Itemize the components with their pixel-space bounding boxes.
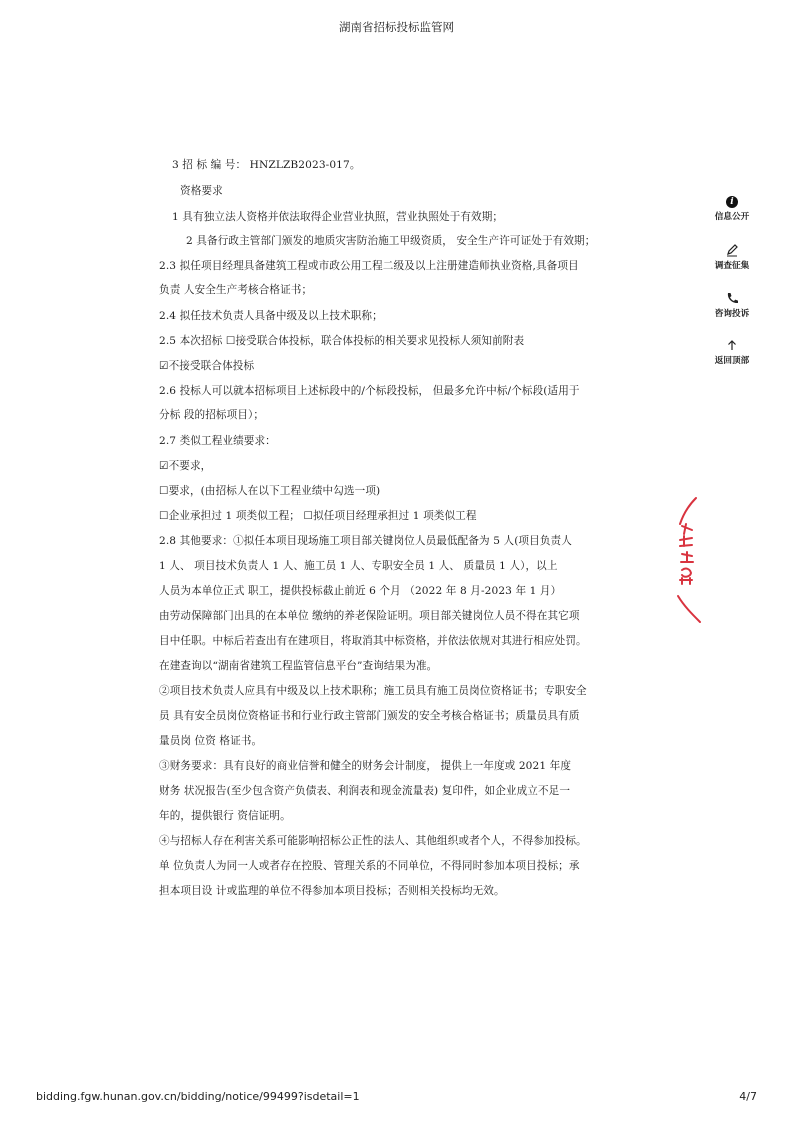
doc-line: 2.3 拟任项目经理具备建筑工程或市政公用工程二级及以上注册建造师执业资格,具备项目 [159,260,579,272]
doc-line: 2 具备行政主管部门颁发的地质灾害防治施工甲级资质， 安全生产许可证处于有效期； [186,235,596,247]
doc-line: 2.5 本次招标 ☐接受联合体投标，联合体投标的相关要求见投标人须知前附表 [159,335,525,347]
doc-line: 2.6 投标人可以就本招标项目上述标段中的/个标段投标， 但最多允许中标/个标段(适用于 [159,385,580,397]
sidebar-item-complaint[interactable] [700,291,764,319]
doc-line: ②项目技术负责人应具有中级及以上技术职称；施工员具有施工员岗位资格证书；专职安全 [159,685,587,697]
sidebar-item-label: 返回顶部 [714,356,750,366]
back-to-top-button[interactable] [700,338,764,366]
doc-line: 员 具有安全员岗位资格证书和行业行政主管部门颁发的安全考核合格证书；质量员具有质 [159,710,580,722]
doc-line: 负责 人安全生产考核合格证书； [159,284,313,296]
doc-line: 资格要求 [180,185,223,197]
doc-line: 1 人、 项目技术负责人 1 人、施工员 1 人、专职安全员 1 人、 质量员 1 人），以上 [159,560,558,572]
footer-url: bidding.fgw.hunan.gov.cn/bidding/notice/99499?isdetail=1 [36,1090,360,1103]
doc-line: 3 招 标 编 号： HNZLZB2023-017。 [172,159,361,171]
red-seal-stamp [668,494,708,626]
page-number: 4/7 [739,1090,757,1103]
doc-line: 目中任职。中标后若查出有在建项目，将取消其中标资格，并依法依规对其进行相应处罚。 [159,635,587,647]
arrow-up-icon [725,338,739,352]
doc-line: 分标 段的招标项目）； [159,409,265,421]
doc-line: 2.7 类似工程业绩要求： [159,435,276,447]
doc-line: ☐企业承担过 1 项类似工程； ☐拟任项目经理承担过 1 项类似工程 [159,510,477,522]
doc-line: 在建查询以“湖南省建筑工程监管信息平台”查询结果为准。 [159,660,438,672]
sidebar-item-info-public[interactable] [700,196,764,222]
sidebar-item-label: 咨询投诉 [714,309,750,319]
doc-line: ☐要求，(由招标人在以下工程业绩中勾选一项) [159,485,381,497]
doc-line: 2.4 拟任技术负责人具备中级及以上技术职称； [159,310,383,322]
doc-line: ④与招标人存在利害关系可能影响招标公正性的法人、其他组织或者个人，不得参加投标。 [159,835,587,847]
doc-line: ☑不接受联合体投标 [159,360,255,372]
sidebar-item-label: 信息公开 [714,212,750,222]
doc-line: 单 位负责人为同一人或者存在控股、管理关系的不同单位，不得同时参加本项目投标；承 [159,860,580,872]
info-icon: i [726,196,738,208]
pen-icon [725,243,739,257]
stamp-strokes [678,498,700,622]
sidebar-item-survey[interactable] [700,243,764,271]
doc-line: 由劳动保障部门出具的在本单位 缴纳的养老保险证明。项目部关键岗位人员不得在其它项 [159,610,580,622]
sidebar-item-label: 调查征集 [714,261,750,271]
doc-line: 1 具有独立法人资格并依法取得企业营业执照，营业执照处于有效期； [172,211,504,223]
doc-line: 年的，提供银行 资信证明。 [159,810,291,822]
doc-line: ③财务要求：具有良好的商业信誉和健全的财务会计制度， 提供上一年度或 2021 年度 [159,760,572,772]
page-header-title: 湖南省招标投标监管网 [339,20,454,34]
doc-line: 2.8 其他要求：①拟任本项目现场施工项目部关键岗位人员最低配备为 5 人(项目负责人 [159,535,572,547]
phone-icon [725,291,739,305]
doc-line: 量员岗 位资 格证书。 [159,735,263,747]
doc-line: 财务 状况报告(至少包含资产负债表、利润表和现金流量表) 复印件，如企业成立不足一 [159,785,571,797]
doc-line: 人员为本单位正式 职工，提供投标截止前近 6 个月 （2022 年 8 月-2023 年 1 月） [159,585,562,597]
doc-line: 担本项目设 计或监理的单位不得参加本项目投标；否则相关投标均无效。 [159,885,505,897]
doc-line: ☑不要求， [159,460,212,472]
